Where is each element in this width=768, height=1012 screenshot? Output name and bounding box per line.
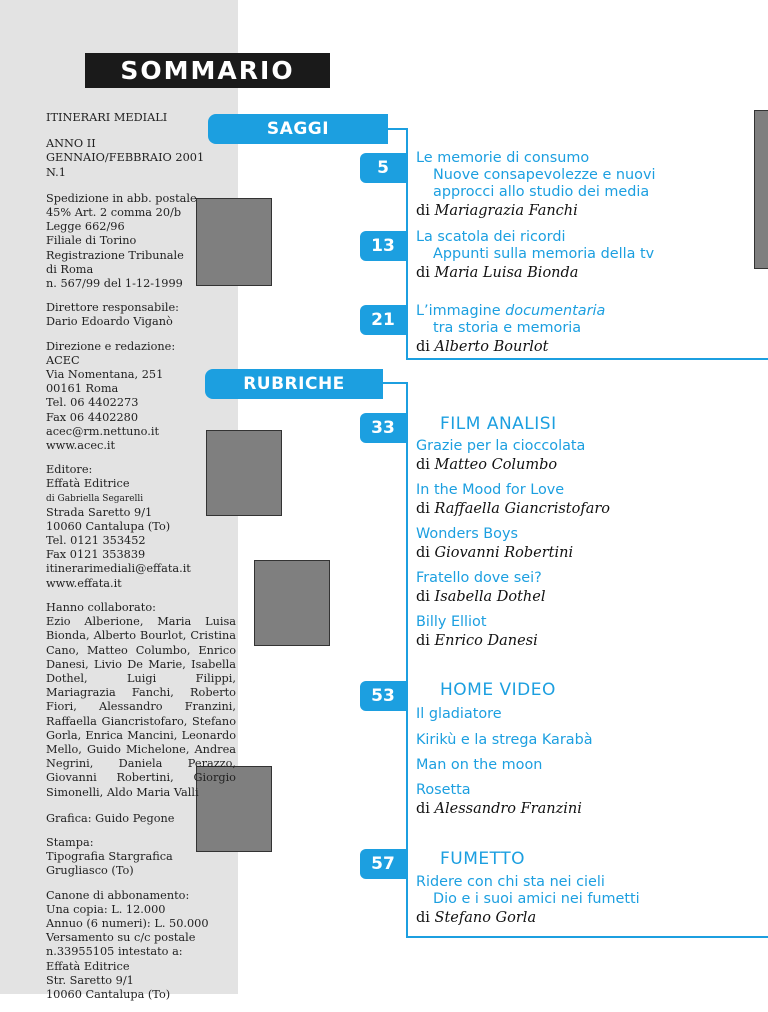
section-rubriche: RUBRICHE <box>205 369 383 399</box>
entry-title: Ridere con chi sta nei cieli <box>416 874 605 890</box>
category-fumetto: FUMETTO <box>440 849 525 869</box>
entry-author: di Isabella Dothel <box>416 589 546 605</box>
entry-title: Billy Elliot <box>416 614 487 630</box>
page-number-53: 53 <box>360 681 406 711</box>
edge-tab <box>754 110 768 269</box>
page-number-5: 5 <box>360 153 406 183</box>
entry-title: Grazie per la cioccolata <box>416 438 586 454</box>
contributors-info: Hanno collaborato: Ezio Alberione, Maria Luisa Bionda, Alberto Bourlot, Cristina Cano, Matteo Columbo, Enrico Danesi, Livio De Marie, Isabella Dothel, Luigi Filippi, Mariagrazia Fanchi, Roberto Fiori, Alessandro Franzini, Raffaella Giancristofaro, Stefano Gorla, Enrica Mancini, Leonardo Mello, Guido Michelone, Andrea Negrini, Daniela Perazzo, Giovanni Robertini, Giorgio Simonelli, Aldo Maria Valli <box>46 600 236 799</box>
toc-entry[interactable] <box>416 229 716 283</box>
toc-entry[interactable] <box>416 782 716 819</box>
toc-entry[interactable] <box>416 482 716 519</box>
image-placeholder-3 <box>254 560 330 646</box>
editorial-info: Direzione e redazione: ACEC Via Nomentana, 251 00161 Roma Tel. 06 4402273 Fax 06 4402280 acec@rm.nettuno.it www.acec.it <box>46 339 176 453</box>
publisher-address: Strada Saretto 9/1 10060 Cantalupa (To) Tel. 0121 353452 Fax 0121 353839 itinerarimediali@effata.it www.effata.it <box>46 505 191 590</box>
entry-author: di Maria Luisa Bionda <box>416 265 579 281</box>
entry-title: Rosetta <box>416 782 471 798</box>
publication-name: ITINERARI MEDIALI <box>46 111 168 124</box>
masthead-info <box>46 111 236 1012</box>
entry-subtitle: approcci allo studio dei media <box>433 184 650 200</box>
entry-author: di Alessandro Franzini <box>416 801 582 817</box>
rubriche-line-bottom <box>406 936 768 938</box>
page-number-13: 13 <box>360 231 406 261</box>
toc-entry[interactable] <box>416 732 716 749</box>
saggi-line-bottom <box>406 358 768 360</box>
toc-entry[interactable] <box>416 438 716 475</box>
entry-author: di Giovanni Robertini <box>416 545 574 561</box>
toc-entry[interactable] <box>416 874 716 928</box>
entry-title: Man on the moon <box>416 757 543 773</box>
page-title: SOMMARIO <box>85 53 330 88</box>
toc-entry[interactable] <box>416 303 716 357</box>
director-info: Direttore responsabile: Dario Edoardo Viganò <box>46 301 179 329</box>
entry-subtitle: Appunti sulla memoria della tv <box>433 246 655 262</box>
category-home-video: HOME VIDEO <box>440 680 556 700</box>
rubriche-line-top <box>382 382 408 384</box>
entry-title: Fratello dove sei? <box>416 570 542 586</box>
toc-entry[interactable] <box>416 570 716 607</box>
printing-info: Stampa: Tipografia Stargrafica Grugliasco (To) <box>46 835 173 878</box>
publisher-info: Editore: Effatà Editrice <box>46 463 130 491</box>
entry-author: di Enrico Danesi <box>416 633 538 649</box>
entry-author: di Matteo Columbo <box>416 457 558 473</box>
entry-author: di Alberto Bourlot <box>416 339 549 355</box>
subscription-info: Canone di abbonamento: Una copia: L. 12.000 Annuo (6 numeri): L. 50.000 Versamento su c/c postale n.33955105 intestato a: Effatà Editrice Str. Saretto 9/1 10060 Cantalupa (To) <box>46 888 209 1001</box>
entry-title: La scatola dei ricordi <box>416 229 566 245</box>
issue-info: ANNO II GENNAIO/FEBBRAIO 2001 N.1 <box>46 137 205 179</box>
section-saggi: SAGGI <box>208 114 388 144</box>
page-number-57: 57 <box>360 849 406 879</box>
entry-author: di Stefano Gorla <box>416 910 537 926</box>
entry-subtitle: Dio e i suoi amici nei fumetti <box>433 891 640 907</box>
saggi-line-vertical <box>406 128 408 360</box>
toc-entry[interactable] <box>416 526 716 563</box>
entry-author: di Raffaella Giancristofaro <box>416 501 611 517</box>
entry-title: L’immagine documentaria <box>416 303 606 319</box>
toc-entry[interactable] <box>416 150 716 221</box>
toc-entry[interactable] <box>416 757 716 774</box>
entry-subtitle: Nuove consapevolezze e nuovi <box>433 167 656 183</box>
entry-title: In the Mood for Love <box>416 482 565 498</box>
entry-title: Le memorie di consumo <box>416 150 590 166</box>
toc-entry[interactable] <box>416 706 716 723</box>
toc-entry[interactable] <box>416 614 716 651</box>
category-film-analisi: FILM ANALISI <box>440 414 557 434</box>
entry-title: Wonders Boys <box>416 526 518 542</box>
page-number-33: 33 <box>360 413 406 443</box>
shipping-info: Spedizione in abb. postale 45% Art. 2 comma 20/b Legge 662/96 Filiale di Torino Registrazione Tribunale di Roma n. 567/99 del 1-12-1999 <box>46 191 197 291</box>
entry-subtitle: tra storia e memoria <box>433 320 582 336</box>
graphics-info: Grafica: Guido Pegone <box>46 811 175 825</box>
entry-title: Il gladiatore <box>416 706 502 722</box>
entry-author: di Mariagrazia Fanchi <box>416 203 578 219</box>
publisher-note: di Gabriella Segarelli <box>46 493 144 504</box>
page-number-21: 21 <box>360 305 406 335</box>
entry-title: Kirikù e la strega Karabà <box>416 732 593 748</box>
rubriche-line-vertical <box>406 382 408 938</box>
saggi-line-top <box>387 128 407 130</box>
